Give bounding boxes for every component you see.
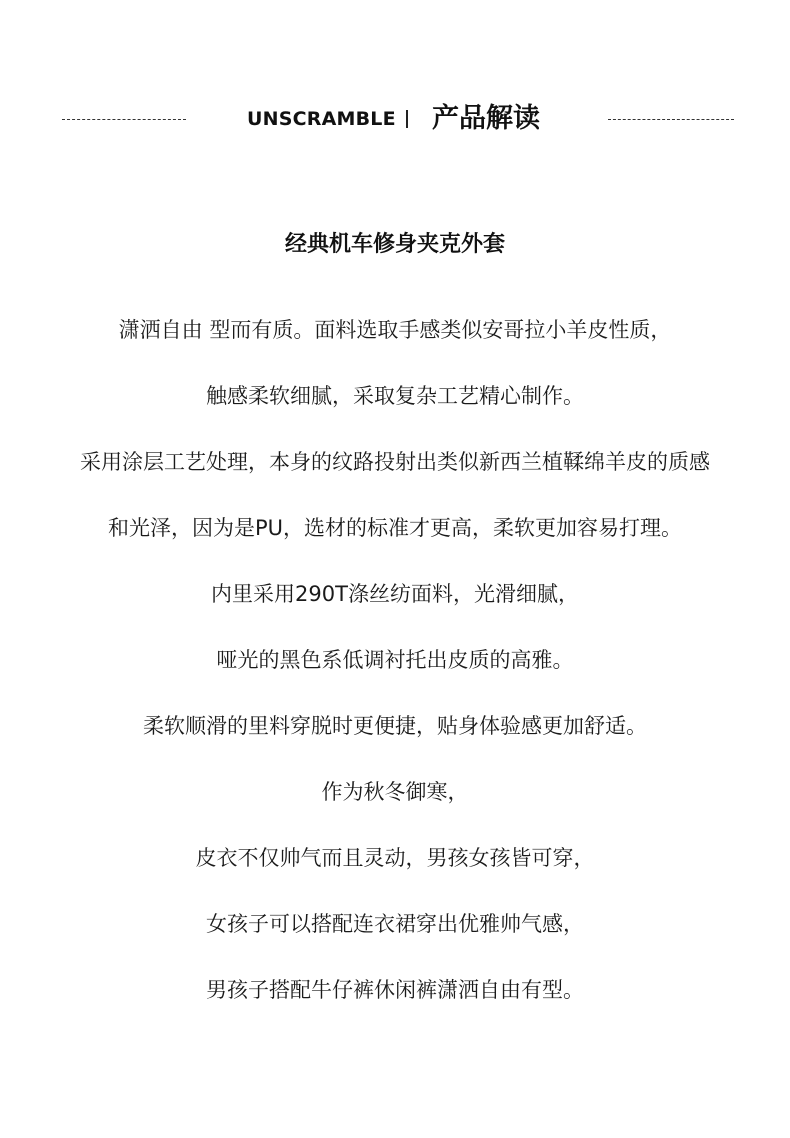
description-line: 女孩子可以搭配连衣裙穿出优雅帅气感， [206,912,584,936]
description-line: 采用涂层工艺处理，本身的纹路投射出类似新西兰植鞣绵羊皮的质感 [80,450,710,474]
description-line: 皮衣不仅帅气而且灵动，男孩女孩皆可穿， [195,846,595,870]
description-line: 作为秋冬御寒， [321,780,469,804]
header-chinese-title: 产品解读 [432,103,540,134]
description-line: 男孩子搭配牛仔裤休闲裤潇洒自由有型。 [206,978,584,1002]
description-line: 触感柔软细腻，采取复杂工艺精心制作。 [206,384,584,408]
product-description [0,312,790,1038]
header-english-title: UNSCRAMBLE [247,108,396,130]
description-line: 柔软顺滑的里料穿脱时更便捷，贴身体验感更加舒适。 [143,714,647,738]
product-title: 经典机车修身夹克外套 [284,232,505,257]
description-line: 和光泽，因为是PU，选材的标准才更高，柔软更加容易打理。 [107,516,683,540]
description-line: 哑光的黑色系低调衬托出皮质的高雅。 [216,648,574,672]
dashed-divider-left [62,119,186,120]
dashed-divider-right [608,119,734,120]
header-separator [406,110,408,128]
description-line: 内里采用290T涤丝纺面料，光滑细腻， [211,582,579,606]
description-line: 潇洒自由 型而有质。面料选取手感类似安哥拉小羊皮性质， [118,318,672,342]
section-header [0,96,790,144]
